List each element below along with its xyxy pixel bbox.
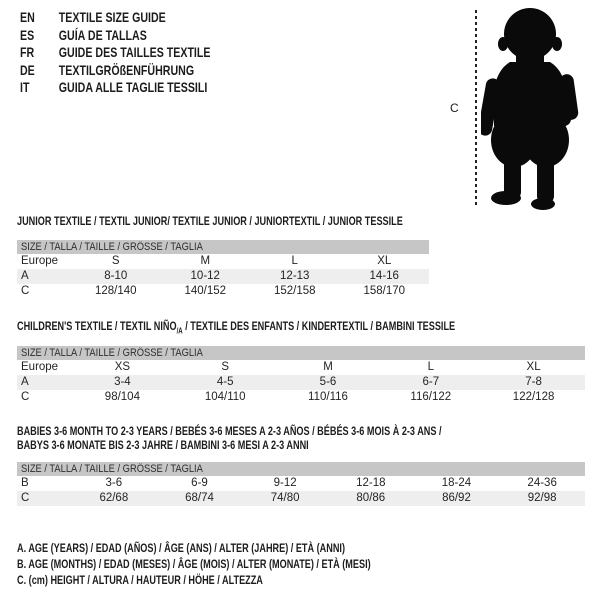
- value-cell: 18-24: [441, 477, 472, 489]
- value-cell: 8-10: [104, 270, 128, 282]
- value-cell: 10-12: [190, 270, 220, 282]
- value-cell: M: [200, 255, 211, 267]
- table-row: [17, 390, 585, 405]
- size-header-label: SIZE / TALLA / TAILLE / GRÖSSE / TAGLIA: [21, 241, 203, 253]
- value-cell: 7-8: [525, 376, 542, 388]
- value-cell: 74/80: [270, 492, 300, 504]
- value-cell: L: [427, 361, 434, 373]
- babies-size-table: [17, 476, 585, 506]
- row-label-cell: A: [21, 270, 29, 282]
- value-cell: XL: [377, 255, 392, 267]
- language-label: GUIDE DES TAILLES TEXTILE: [58, 44, 211, 61]
- children-table-title: [17, 320, 593, 334]
- value-cell: 116/122: [410, 391, 452, 403]
- language-code: IT: [20, 79, 30, 96]
- note-line: [17, 556, 482, 572]
- language-label: GUIDA ALLE TAGLIE TESSILI: [58, 79, 208, 96]
- value-cell: 80/86: [356, 492, 386, 504]
- value-cell: 158/170: [363, 285, 406, 297]
- language-label: GUÍA DE TALLAS: [58, 26, 147, 43]
- language-code: ES: [20, 26, 35, 43]
- children-table: [17, 346, 585, 405]
- row-label-cell: C: [21, 492, 30, 504]
- language-row: [20, 27, 271, 45]
- note-text: A. AGE (YEARS) / EDAD (AÑOS) / ÂGE (ANS) / ALTER (JAHRE) / ETÀ (ANNI): [17, 541, 345, 555]
- value-cell: 122/128: [512, 391, 555, 403]
- junior-table-title: [17, 215, 525, 229]
- height-dotted-line: [475, 10, 477, 206]
- language-label: TEXTILE SIZE GUIDE: [58, 9, 166, 25]
- table-row: [17, 360, 585, 375]
- value-cell: 86/92: [442, 492, 471, 504]
- junior-size-table: [17, 254, 429, 299]
- value-cell: 104/110: [204, 391, 246, 403]
- row-label-cell: C: [21, 391, 30, 403]
- value-cell: 9-12: [273, 477, 297, 489]
- value-cell: 3-4: [114, 376, 131, 388]
- language-row: [20, 62, 271, 80]
- value-cell: 24-36: [527, 477, 557, 489]
- value-cell: 14-16: [369, 270, 399, 282]
- height-marker-label: C: [450, 101, 459, 115]
- value-cell: XL: [526, 361, 541, 373]
- language-row: [20, 79, 271, 97]
- legend-notes: [17, 540, 482, 588]
- language-code: FR: [20, 44, 35, 61]
- table-row: [17, 254, 429, 269]
- value-cell: 110/116: [308, 391, 348, 403]
- size-header-label: SIZE / TALLA / TAILLE / GRÖSSE / TAGLIA: [21, 463, 203, 475]
- table-row: [17, 269, 429, 284]
- size-header-label: SIZE / TALLA / TAILLE / GRÖSSE / TAGLIA: [21, 347, 203, 359]
- row-label-cell: Europe: [21, 255, 59, 267]
- value-cell: 6-9: [191, 477, 208, 489]
- value-cell: 3-6: [105, 477, 123, 489]
- value-cell: 5-6: [319, 376, 337, 388]
- value-cell: 98/104: [104, 391, 140, 403]
- value-cell: 140/152: [184, 285, 227, 297]
- value-cell: 12-18: [356, 477, 386, 489]
- value-cell: 68/74: [185, 492, 214, 504]
- table-row: [17, 284, 429, 299]
- note-text: C. (cm) HEIGHT / ALTURA / HAUTEUR / HÖHE / ALTEZZA: [17, 573, 263, 587]
- size-header-bar: [17, 346, 585, 360]
- size-header-bar: [17, 240, 429, 254]
- table-row: [17, 491, 585, 506]
- babies-table: [17, 462, 585, 506]
- value-cell: 62/68: [99, 492, 129, 504]
- table-title-line: JUNIOR TEXTILE / TEXTIL JUNIOR/ TEXTILE JUNIOR / JUNIORTEXTIL / JUNIOR TESSILE: [17, 214, 403, 228]
- table-title-line: CHILDREN'S TEXTILE / TEXTIL $NIÑO_{/A}$ / TEXTILE DES ENFANTS / KINDERTEXTIL / BAMBINI TESSILE: [17, 319, 456, 336]
- table-title-line: BABYS 3-6 MONATE BIS 2-3 JAHRE / BAMBINI 3-6 MESI A 2-3 ANNI: [17, 437, 309, 452]
- value-cell: S: [221, 361, 230, 373]
- value-cell: XS: [114, 361, 131, 373]
- row-label-cell: B: [21, 477, 29, 489]
- value-cell: 152/158: [273, 285, 316, 297]
- value-cell: 12-13: [280, 270, 310, 282]
- table-row: [17, 375, 585, 390]
- row-label-cell: Europe: [21, 361, 59, 373]
- size-header-bar: [17, 462, 585, 476]
- note-line: [17, 540, 482, 556]
- junior-table: [17, 240, 429, 299]
- language-code: DE: [20, 61, 35, 78]
- language-code: EN: [20, 9, 35, 25]
- children-size-table: [17, 360, 585, 405]
- row-label-cell: A: [21, 376, 29, 388]
- value-cell: 4-5: [216, 376, 234, 388]
- row-label-cell: C: [21, 285, 30, 297]
- value-cell: 6-7: [422, 376, 440, 388]
- language-label: TEXTILGRÖßENFÜHRUNG: [58, 61, 195, 78]
- note-text: B. AGE (MONTHS) / EDAD (MESES) / ÂGE (MOIS) / ALTER (MONATE) / ETÀ (MESI): [17, 557, 371, 571]
- babies-table-title: [17, 425, 576, 452]
- language-row: [20, 44, 271, 62]
- value-cell: M: [323, 361, 333, 373]
- toddler-silhouette: [481, 6, 579, 210]
- value-cell: L: [291, 255, 298, 267]
- table-row: [17, 476, 585, 491]
- value-cell: 92/98: [527, 492, 557, 504]
- language-title-block: [20, 9, 271, 97]
- value-cell: 128/140: [94, 285, 137, 297]
- table-title-line: BABIES 3-6 MONTH TO 2-3 YEARS / BEBÉS 3-6 MESES A 2-3 AÑOS / BÉBÉS 3-6 MOIS À 2-3 ANS /: [17, 424, 442, 438]
- language-row: [20, 9, 271, 27]
- note-line: [17, 572, 482, 588]
- value-cell: S: [111, 255, 120, 267]
